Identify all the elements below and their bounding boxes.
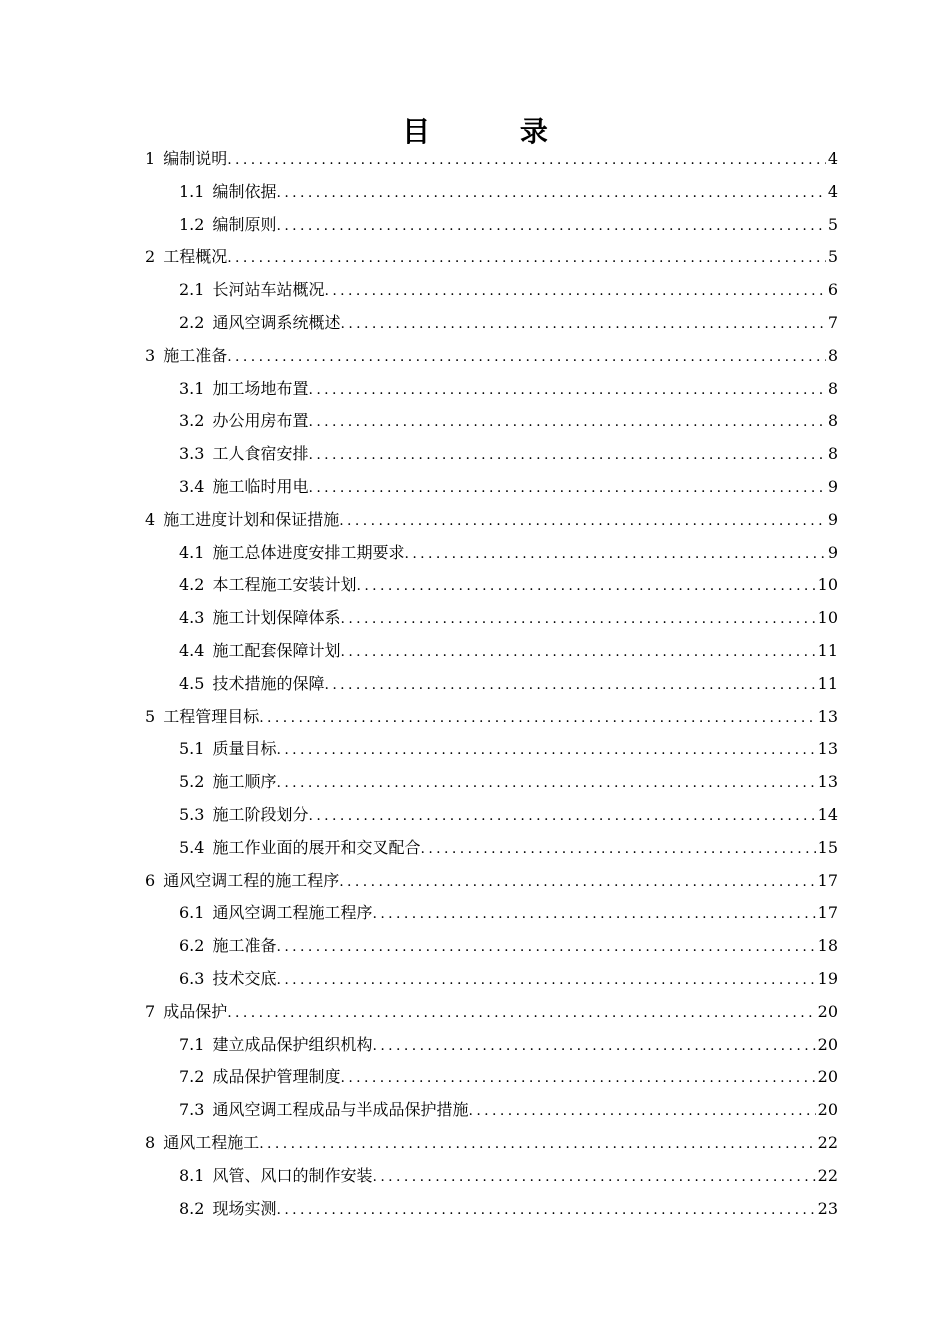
- toc-entry-number: 1: [145, 149, 156, 168]
- dot-leader: [324, 275, 825, 308]
- toc-entry-number: 4.3: [179, 608, 205, 628]
- dot-leader: [308, 472, 825, 505]
- toc-entry-number: 7.2: [179, 1067, 205, 1087]
- toc-entry[interactable]: [145, 1160, 838, 1193]
- toc-entry-title: 施工准备: [212, 936, 277, 956]
- toc-entry-page-number: 19: [817, 968, 838, 988]
- toc-entry-page-number: 17: [817, 903, 838, 923]
- toc-entry-number: 5: [145, 706, 156, 726]
- toc-entry[interactable]: [145, 176, 838, 209]
- toc-entry-number: 8.2: [179, 1198, 205, 1218]
- toc-entry-page-number: 20: [817, 1100, 838, 1120]
- dot-leader: [340, 308, 825, 341]
- toc-entry[interactable]: [145, 996, 838, 1029]
- toc-entry-page-number: 4: [827, 181, 838, 201]
- toc-entry[interactable]: [145, 733, 838, 766]
- toc-entry[interactable]: [145, 1094, 838, 1127]
- toc-entry-title: 工人食宿安排: [212, 444, 309, 464]
- dot-leader: [259, 702, 815, 735]
- toc-entry-number: 7.3: [179, 1100, 205, 1120]
- toc-entry[interactable]: [145, 569, 838, 602]
- toc-entry-title: 通风空调工程施工程序: [212, 903, 373, 923]
- dot-leader: [259, 1128, 815, 1161]
- toc-entry[interactable]: [145, 504, 838, 537]
- toc-entry-title: 施工作业面的展开和交叉配合: [212, 837, 421, 857]
- toc-entry-page-number: 4: [827, 149, 838, 168]
- toc-entry-title: 施工临时用电: [212, 476, 309, 496]
- toc-entry-page-number: 13: [817, 739, 838, 759]
- toc-entry-number: 2.2: [179, 312, 205, 332]
- toc-entry-page-number: 23: [817, 1198, 838, 1218]
- toc-entry-title: 通风空调工程成品与半成品保护措施: [212, 1100, 469, 1120]
- toc-entry-title: 施工进度计划和保证措施: [163, 509, 340, 529]
- toc-entry[interactable]: [145, 1029, 838, 1062]
- toc-entry-number: 8: [145, 1132, 156, 1152]
- toc-entry[interactable]: [145, 241, 838, 274]
- toc-entry-page-number: 20: [817, 1034, 838, 1054]
- toc-entry-number: 6.2: [179, 936, 205, 956]
- toc-entry-title: 加工场地布置: [212, 378, 309, 398]
- toc-entry-title: 成品保护管理制度: [212, 1067, 341, 1087]
- toc-entry-number: 3.4: [179, 476, 205, 496]
- toc-entry-number: 5.3: [179, 804, 205, 824]
- toc-entry-title: 施工计划保障体系: [212, 608, 341, 628]
- toc-entry[interactable]: [145, 307, 838, 340]
- dot-leader: [276, 931, 815, 964]
- toc-entry-number: 6.3: [179, 968, 205, 988]
- dot-leader: [372, 1161, 815, 1194]
- dot-leader: [276, 1194, 815, 1227]
- toc-entry-number: 2: [145, 247, 156, 267]
- dot-leader: [420, 833, 815, 866]
- toc-entry-title: 施工准备: [163, 345, 228, 365]
- toc-entry-number: 5.4: [179, 837, 205, 857]
- toc-entry-number: 3.2: [179, 411, 205, 431]
- dot-leader: [227, 144, 826, 177]
- page-title: 目 录: [402, 115, 588, 148]
- toc-entry[interactable]: [145, 799, 838, 832]
- dot-leader: [356, 570, 815, 603]
- toc-entry[interactable]: [145, 602, 838, 635]
- toc-entry-number: 1.1: [179, 181, 205, 201]
- toc-entry[interactable]: [145, 865, 838, 898]
- toc-entry[interactable]: [145, 832, 838, 865]
- toc-entry-title: 现场实测: [212, 1198, 277, 1218]
- toc-entry-title: 工程概况: [163, 247, 228, 267]
- dot-leader: [324, 669, 815, 702]
- toc-entry-title: 施工顺序: [212, 772, 277, 792]
- dot-leader: [372, 1030, 815, 1063]
- toc-entry-number: 2.1: [179, 280, 205, 300]
- dot-leader: [308, 800, 815, 833]
- toc-entry-title: 办公用房布置: [212, 411, 309, 431]
- toc-entry-page-number: 11: [817, 640, 838, 660]
- toc-entry-number: 4: [145, 509, 156, 529]
- toc-entry-page-number: 9: [827, 509, 838, 529]
- toc-entry[interactable]: [145, 963, 838, 996]
- toc-entry[interactable]: [145, 373, 838, 406]
- dot-leader: [340, 1062, 815, 1095]
- toc-entry-page-number: 8: [827, 345, 838, 365]
- toc-entry[interactable]: [145, 340, 838, 373]
- toc-entry[interactable]: [145, 1193, 838, 1226]
- toc-entry-number: 6.1: [179, 903, 205, 923]
- dot-leader: [227, 242, 826, 275]
- toc-entry[interactable]: [145, 897, 838, 930]
- toc-entry-page-number: 13: [817, 706, 838, 726]
- toc-entry[interactable]: [145, 438, 838, 471]
- toc-entry-title: 编制依据: [212, 181, 277, 201]
- dot-leader: [276, 734, 815, 767]
- toc-entry-page-number: 22: [817, 1132, 838, 1152]
- table-of-contents: [145, 143, 838, 1225]
- toc-entry-title: 成品保护: [163, 1001, 228, 1021]
- dot-leader: [308, 374, 825, 407]
- toc-entry-title: 本工程施工安装计划: [212, 575, 357, 595]
- toc-entry-number: 7: [145, 1001, 156, 1021]
- toc-entry[interactable]: [145, 701, 838, 734]
- toc-entry-page-number: 14: [817, 804, 838, 824]
- dot-leader: [276, 964, 815, 997]
- toc-entry-page-number: 17: [817, 870, 838, 890]
- toc-entry[interactable]: [145, 209, 838, 242]
- toc-entry[interactable]: [145, 930, 838, 963]
- dot-leader: [404, 538, 825, 571]
- toc-entry-number: 3.3: [179, 444, 205, 464]
- toc-entry-title: 通风工程施工: [163, 1132, 260, 1152]
- toc-entry-page-number: 10: [817, 608, 838, 628]
- toc-entry-number: 7.1: [179, 1034, 205, 1054]
- toc-entry-title: 风管、风口的制作安装: [212, 1165, 373, 1185]
- toc-entry[interactable]: [145, 537, 838, 570]
- toc-entry-page-number: 10: [817, 575, 838, 595]
- toc-entry-page-number: 20: [817, 1001, 838, 1021]
- toc-entry-number: 5.2: [179, 772, 205, 792]
- toc-entry[interactable]: [145, 1061, 838, 1094]
- toc-entry-page-number: 22: [817, 1165, 838, 1185]
- dot-leader: [227, 997, 815, 1030]
- toc-entry-title: 编制说明: [163, 149, 228, 168]
- toc-entry-page-number: 5: [827, 247, 838, 267]
- dot-leader: [339, 505, 826, 538]
- toc-entry-title: 通风空调系统概述: [212, 312, 341, 332]
- dot-leader: [227, 341, 826, 374]
- toc-entry-number: 4.2: [179, 575, 205, 595]
- toc-entry-page-number: 7: [827, 312, 838, 332]
- toc-entry[interactable]: [145, 635, 838, 668]
- toc-entry-number: 1.2: [179, 214, 205, 234]
- dot-leader: [340, 636, 815, 669]
- toc-entry-title: 质量目标: [212, 739, 277, 759]
- toc-entry-page-number: 8: [827, 411, 838, 431]
- toc-entry-title: 长河站车站概况: [212, 280, 325, 300]
- toc-entry[interactable]: [145, 668, 838, 701]
- toc-entry-number: 8.1: [179, 1165, 205, 1185]
- toc-entry-page-number: 15: [817, 837, 838, 857]
- dot-leader: [276, 210, 825, 243]
- toc-entry-page-number: 20: [817, 1067, 838, 1087]
- toc-entry-page-number: 11: [817, 673, 838, 693]
- dot-leader: [372, 898, 815, 931]
- toc-entry-number: 3: [145, 345, 156, 365]
- toc-entry[interactable]: [145, 143, 838, 176]
- toc-entry-page-number: 6: [827, 280, 838, 300]
- toc-entry-number: 4.1: [179, 542, 205, 562]
- toc-entry-title: 技术交底: [212, 968, 277, 988]
- toc-entry-page-number: 18: [817, 936, 838, 956]
- dot-leader: [339, 866, 815, 899]
- toc-entry-page-number: 9: [827, 542, 838, 562]
- toc-entry[interactable]: [145, 471, 838, 504]
- toc-entry-page-number: 8: [827, 378, 838, 398]
- dot-leader: [276, 767, 815, 800]
- toc-entry-page-number: 5: [827, 214, 838, 234]
- toc-entry[interactable]: [145, 274, 838, 307]
- toc-entry[interactable]: [145, 1127, 838, 1160]
- dot-leader: [308, 406, 825, 439]
- toc-entry[interactable]: [145, 405, 838, 438]
- toc-entry-title: 施工配套保障计划: [212, 640, 341, 660]
- toc-entry-number: 4.5: [179, 673, 205, 693]
- toc-entry-title: 技术措施的保障: [212, 673, 325, 693]
- toc-entry-page-number: 13: [817, 772, 838, 792]
- toc-entry-title: 施工总体进度安排工期要求: [212, 542, 405, 562]
- toc-entry-title: 建立成品保护组织机构: [212, 1034, 373, 1054]
- dot-leader: [308, 439, 825, 472]
- toc-entry-page-number: 9: [827, 476, 838, 496]
- toc-entry-page-number: 8: [827, 444, 838, 464]
- dot-leader: [468, 1095, 815, 1128]
- toc-entry-title: 施工阶段划分: [212, 804, 309, 824]
- toc-entry-title: 通风空调工程的施工程序: [163, 870, 340, 890]
- toc-entry-number: 3.1: [179, 378, 205, 398]
- toc-entry-number: 4.4: [179, 640, 205, 660]
- toc-entry-number: 6: [145, 870, 156, 890]
- dot-leader: [340, 603, 815, 636]
- toc-entry-title: 工程管理目标: [163, 706, 260, 726]
- toc-entry-number: 5.1: [179, 739, 205, 759]
- dot-leader: [276, 177, 825, 210]
- toc-entry-title: 编制原则: [212, 214, 277, 234]
- toc-entry[interactable]: [145, 766, 838, 799]
